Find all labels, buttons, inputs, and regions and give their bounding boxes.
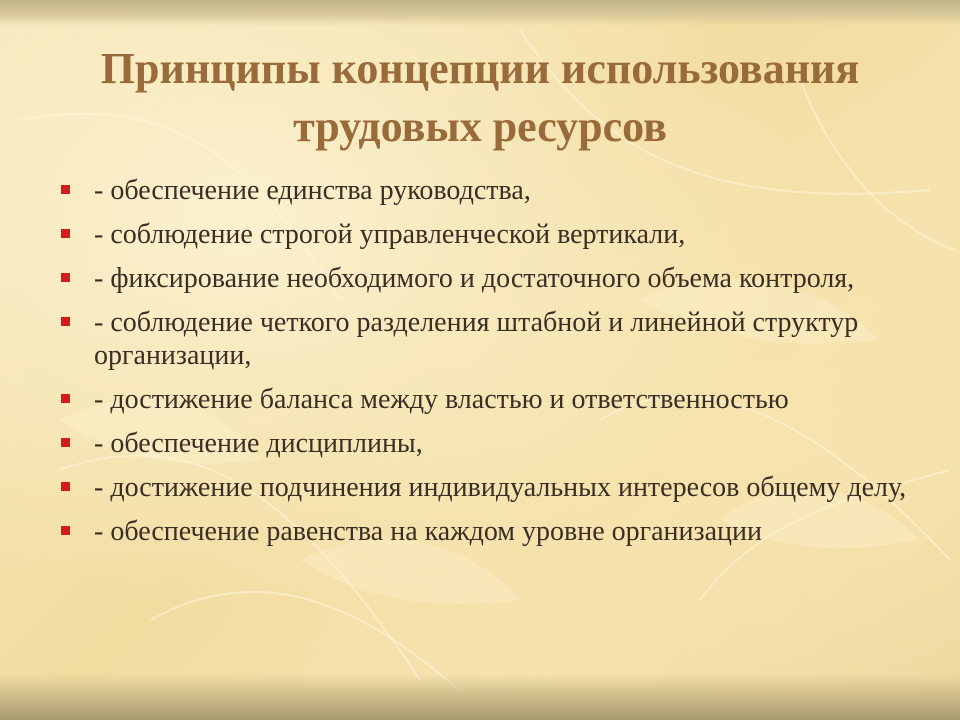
list-item [58,515,918,548]
square-bullet-icon [61,438,70,447]
bottom-decor-band [0,674,960,720]
list-item [58,262,918,295]
title-line-1: Принципы концепции использования [100,44,860,93]
list-item-text: - достижение подчинения индивидуальных интересов общему делу, [94,472,907,503]
list-item-text: - обеспечение единства руководства, [94,175,531,206]
list-item-text: - соблюдение строгой управленческой вертикали, [94,219,686,250]
square-bullet-icon [61,317,70,326]
title-line-2: трудовых ресурсов [293,102,667,151]
square-bullet-icon [61,273,70,282]
list-item-text: - обеспечение равенства на каждом уровне организации [94,516,762,547]
list-item-text: - обеспечение дисциплины, [94,428,423,459]
list-item [58,383,918,416]
list-item-text: - соблюдение четкого разделения штабной и линейной структур организации, [94,307,859,371]
square-bullet-icon [61,185,70,194]
page-title [40,40,920,156]
list-item [58,306,918,372]
bullet-list [58,174,918,559]
square-bullet-icon [61,394,70,403]
square-bullet-icon [61,526,70,535]
list-item [58,427,918,460]
list-item [58,218,918,251]
list-item [58,174,918,207]
square-bullet-icon [61,229,70,238]
list-item-text: - фиксирование необходимого и достаточного объема контроля, [94,263,855,294]
square-bullet-icon [61,482,70,491]
list-item-text: - достижение баланса между властью и ответственностью [94,384,789,415]
list-item [58,471,918,504]
